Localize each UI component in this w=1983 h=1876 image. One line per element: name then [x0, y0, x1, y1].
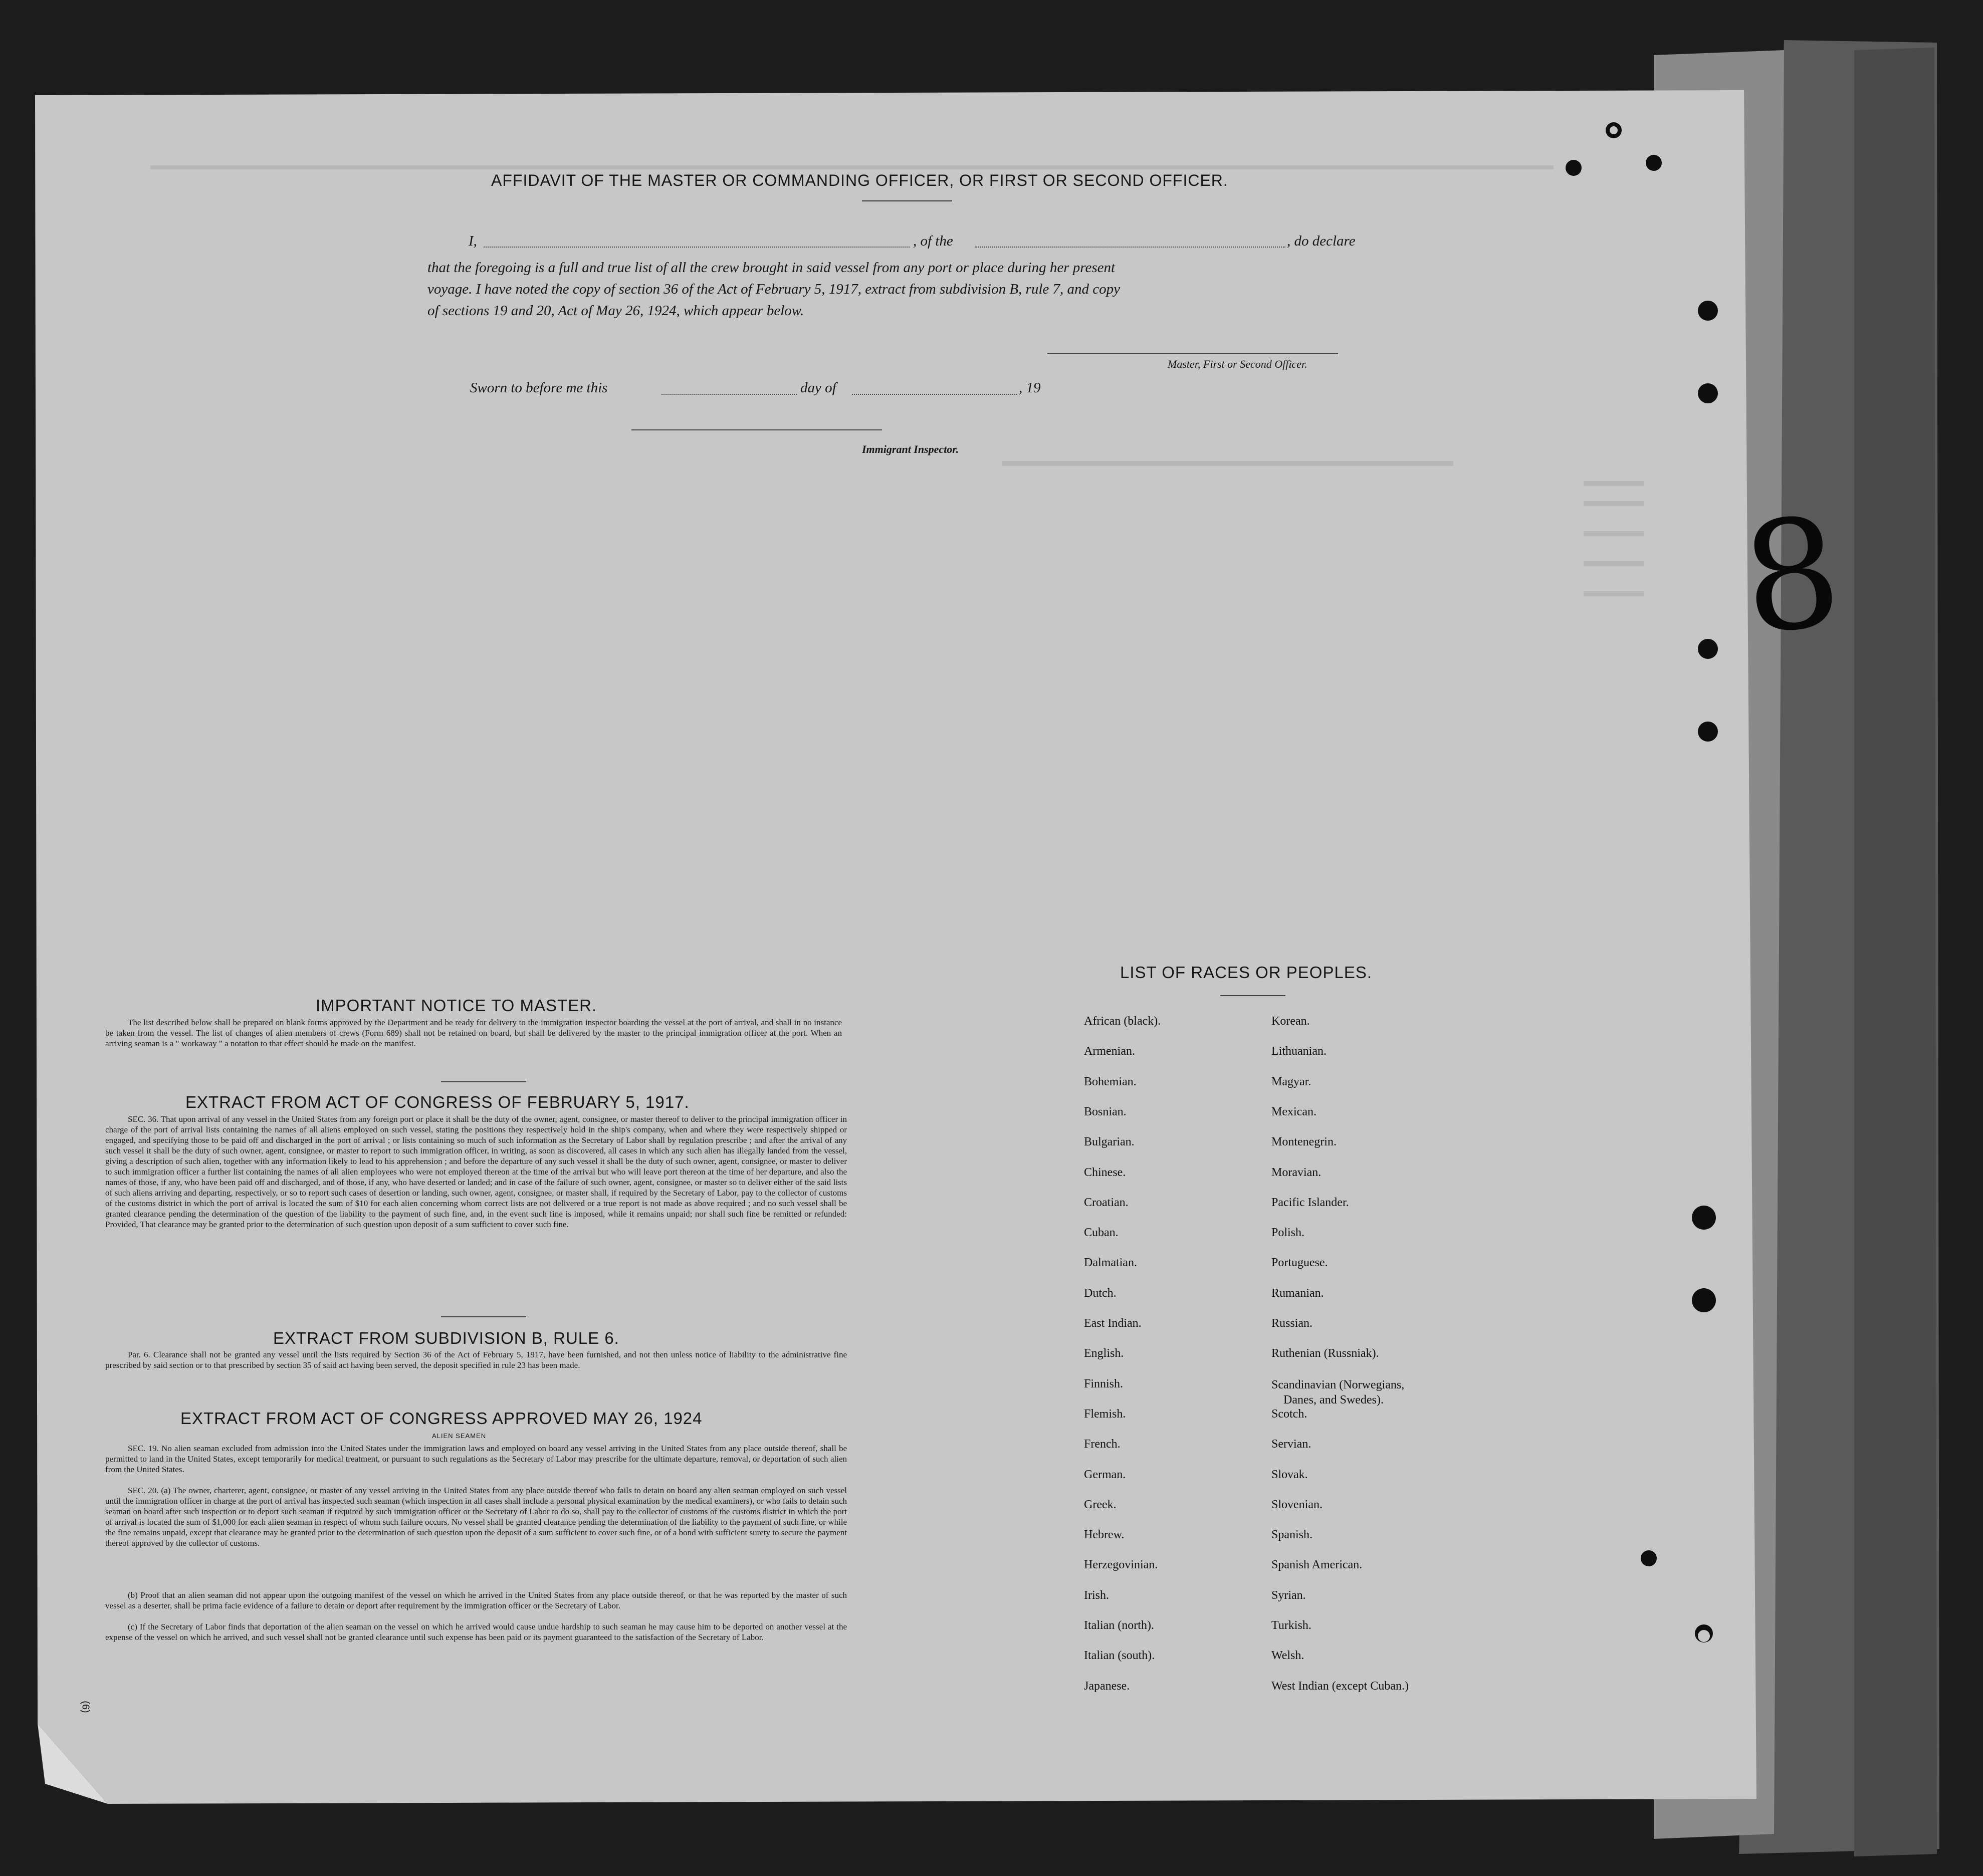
affidavit-title-rule: [862, 200, 952, 201]
race-item: French.: [1084, 1438, 1121, 1451]
race-item: Bohemian.: [1084, 1075, 1137, 1088]
race-item: English.: [1084, 1347, 1124, 1360]
race-item: Russian.: [1271, 1317, 1313, 1330]
race-item: Dutch.: [1084, 1287, 1117, 1300]
race-item: Bosnian.: [1084, 1105, 1127, 1118]
race-item: Slovenian.: [1271, 1498, 1323, 1511]
race-item: East Indian.: [1084, 1317, 1142, 1330]
race-item: Japanese.: [1084, 1680, 1130, 1693]
races-left-column: [1084, 1015, 1249, 1706]
affidavit-line-2: that the foregoing is a full and true list of all the crew brought in said vessel from any port or place during her present: [427, 260, 1116, 276]
race-item: Portuguese.: [1271, 1256, 1328, 1269]
race-item: Magyar.: [1271, 1075, 1311, 1088]
races-title-rule: [1220, 995, 1285, 996]
race-item: Welsh.: [1271, 1649, 1304, 1662]
race-item: Chinese.: [1084, 1166, 1126, 1179]
race-item: Armenian.: [1084, 1045, 1135, 1058]
race-item: Korean.: [1271, 1015, 1310, 1028]
race-item: Italian (south).: [1084, 1649, 1155, 1662]
race-item: Croatian.: [1084, 1196, 1129, 1209]
race-item: Slovak.: [1271, 1468, 1308, 1481]
race-item: Flemish.: [1084, 1408, 1126, 1421]
notice-text: The list described below shall be prepared on blank forms approved by the Department and be ready for delivery to the immigration inspector boarding the vessel at the port of arrival, and shall in no instance be taken from the vessel. The list of changes of alien members of crews (Form 689) shall not be retained on board, but shall be delivered by the master to the principal immigration officer at the port. When an arriving seaman is a " workaway " a notation to that effect should be made on the manifest.: [105, 1018, 842, 1048]
sworn-month-field: [852, 394, 1017, 395]
affidavit-name-field: [484, 247, 910, 248]
race-item: Moravian.: [1271, 1166, 1321, 1179]
race-item: Syrian.: [1271, 1589, 1306, 1602]
extract-1924-subtitle: ALIEN SEAMEN: [432, 1432, 487, 1440]
race-item: Polish.: [1271, 1226, 1305, 1239]
race-item: Scandinavian (Norwegians, Danes, and Swedes).: [1271, 1378, 1405, 1406]
race-item: Herzegovinian.: [1084, 1558, 1158, 1571]
inspector-signature-label: Immigrant Inspector.: [862, 443, 959, 455]
inspector-signature-line: [631, 429, 882, 430]
master-signature-line: [1047, 353, 1338, 354]
affidavit-line-4: of sections 19 and 20, Act of May 26, 1924, which appear below.: [427, 303, 804, 319]
race-item: Hebrew.: [1084, 1528, 1125, 1541]
extract-1917-title: EXTRACT FROM ACT OF CONGRESS OF FEBRUARY 5, 1917.: [185, 1093, 690, 1111]
race-item: Irish.: [1084, 1589, 1109, 1602]
master-signature-label: Master, First or Second Officer.: [1168, 358, 1307, 370]
affidavit-vessel-field: [975, 247, 1285, 248]
race-item: African (black).: [1084, 1015, 1161, 1028]
extract-1924-title: EXTRACT FROM ACT OF CONGRESS APPROVED MAY 26, 1924: [180, 1409, 703, 1428]
sworn-prefix: Sworn to before me this: [470, 380, 608, 396]
corner-mark: (6): [80, 1701, 91, 1713]
sworn-day-field: [662, 394, 797, 395]
affidavit-name-prefix: I,: [469, 233, 477, 249]
race-item: Lithuanian.: [1271, 1045, 1327, 1058]
race-item: Bulgarian.: [1084, 1135, 1135, 1148]
race-item: German.: [1084, 1468, 1126, 1481]
races-title: LIST OF RACES OR PEOPLES.: [1120, 963, 1373, 982]
sworn-day-of: day of: [800, 380, 836, 396]
affidavit-line-3: voyage. I have noted the copy of section 36 of the Act of February 5, 1917, extract from subdivision B, rule 7, and copy: [427, 281, 1121, 297]
race-item: Spanish American.: [1271, 1558, 1363, 1571]
extract-1924-sec20a: SEC. 20. (a) The owner, charterer, agent, consignee, or master of any vessel arriving in the United States from any place outside thereof who fails to detain on board any alien seaman employed on such vessel until the immigration officer in charge at the port of arrival has inspected such seaman (which inspection in all cases shall include a personal physical examination by the medical examiners), or who fails to detain such seaman on board after such inspection or to deport such seaman if required by such immigration officer or the Secretary of Labor to do so, shall pay to the collector of customs of the customs district in which the port of arrival is located the sum of $1,000 for each alien seaman in respect of whom such failure occurs. No vessel shall be granted clearance pending the determination of the liability to the payment of such fine, or while the fine remains unpaid, except that clearance may be granted prior to the determination of such question upon the deposit of a sum sufficient to cover such fine, or of a bond with sufficient surety to secure the payment thereof approved by the collector of customs.: [105, 1486, 847, 1548]
races-right-column: [1271, 1015, 1482, 1706]
extract-rule6-text: Par. 6. Clearance shall not be granted any vessel until the lists required by Section 36 of the Act of February 5, 1917, have been furnished, and not then unless notice of liability to the administrative fine prescribed by said section or to that prescribed by section 35 of said act having been served, the deposit specified in rule 23 has been made.: [105, 1350, 847, 1370]
sworn-year: , 19: [1019, 380, 1041, 396]
race-item: Ruthenian (Russniak).: [1271, 1347, 1379, 1360]
extract-rule6-title: EXTRACT FROM SUBDIVISION B, RULE 6.: [273, 1329, 619, 1347]
race-item: Spanish.: [1271, 1528, 1313, 1541]
race-item: Dalmatian.: [1084, 1256, 1137, 1269]
race-item: Turkish.: [1271, 1619, 1311, 1632]
race-item: Italian (north).: [1084, 1619, 1154, 1632]
notice-rule: [441, 1081, 526, 1082]
extract-1924-sec20b: (b) Proof that an alien seaman did not appear upon the outgoing manifest of the vessel on which he arrived in the United States from any place outside thereof, or that he was reported by the master of such vessel as a deserter, shall be prima facie evidence of a failure to detain or deport after requirement by the immigration officer or the Secretary of Labor.: [105, 1590, 847, 1610]
affidavit-do-declare: , do declare: [1287, 233, 1356, 249]
race-item: West Indian (except Cuban.): [1271, 1680, 1409, 1693]
extract-1924-sec19: SEC. 19. No alien seaman excluded from admission into the United States under the immigration laws and employed on board any vessel arriving in the United States from any place outside thereof, shall be permitted to land in the United States, except temporarily for medical treatment, or pursuant to such regulations as the Secretary of Labor may prescribe for the ultimate departure, removal, or deportation of such alien from the United States.: [105, 1444, 847, 1474]
race-item: Montenegrin.: [1271, 1135, 1337, 1148]
notice-title: IMPORTANT NOTICE TO MASTER.: [316, 996, 597, 1015]
affidavit-title: AFFIDAVIT OF THE MASTER OR COMMANDING OFFICER, OR FIRST OR SECOND OFFICER.: [491, 171, 1228, 189]
race-item: Servian.: [1271, 1438, 1311, 1451]
race-item: Scotch.: [1271, 1408, 1307, 1421]
race-item: Mexican.: [1271, 1105, 1316, 1118]
extract-1917-text: SEC. 36. That upon arrival of any vessel in the United States from any foreign port or place it shall be the duty of the owner, agent, consignee, or master thereof to deliver to the principal immigration officer in charge of the port of arrival lists containing the names of all aliens employed on such vessel, stating the positions they respectively hold in the ship's company, when and where they were respectively shipped or engaged, and specifying those to be paid off and discharged in the port of arrival ; or lists containing so much of such information as the Secretary of Labor shall by regulation prescribe ; and after the arrival of any such vessel it shall be the duty of such owner, agent, consignee, or master to report to such immigration officer, in writing, as soon as discovered, all cases in which any such alien has illegally landed from the vessel, giving a description of such alien, together with any information likely to lead to his apprehension ; and before the departure of any such vessel it shall be the duty of such owner, agent, consignee, or master to deliver to such immigration officer a further list containing the names of all alien employees who were not employed thereon at the time of the arrival but who will leave port thereon at the time of her departure, and also the names of those, if any, who have been paid off and discharged, and of those, if any, who have deserted or landed; and in case of the failure of such owner, agent, consignee, or master so to deliver either of the said lists of such aliens arriving and departing, respectively, or so to report such cases of desertion or landing, such owner, agent, consignee, or master shall, if required by the Secretary of Labor, pay to the collector of customs of the customs district in which the port of arrival is located the sum of $10 for each alien concerning whom correct lists are not delivered or a true report is not made as above required ; and no such vessel shall be granted clearance pending the determination of the question of the liability to the payment of such fine, and, in the event such fine is imposed, while it remains unpaid; nor shall such fine be remitted or refunded: Provided, That clearance may be granted prior to the determination of such question upon deposit of a sum sufficient to cover such fine.: [105, 1114, 847, 1229]
race-item: Finnish.: [1084, 1377, 1124, 1390]
handwritten-numeral: 8: [1735, 484, 1849, 668]
race-item: Greek.: [1084, 1498, 1117, 1511]
affidavit-of-the: , of the: [913, 233, 953, 249]
race-item: Cuban.: [1084, 1226, 1119, 1239]
extract-1924-sec20c: (c) If the Secretary of Labor finds that deportation of the alien seaman on the vessel on which he arrived would cause undue hardship to such seaman he may cause him to be deported on another vessel at the expense of the vessel on which he arrived, and such vessel shall not be granted clearance until such expense has been paid or its payment guaranteed to the satisfaction of the Secretary of Labor.: [105, 1622, 847, 1642]
race-item: Rumanian.: [1271, 1287, 1324, 1300]
extract-1917-rule: [441, 1316, 526, 1317]
race-item: Pacific Islander.: [1271, 1196, 1349, 1209]
